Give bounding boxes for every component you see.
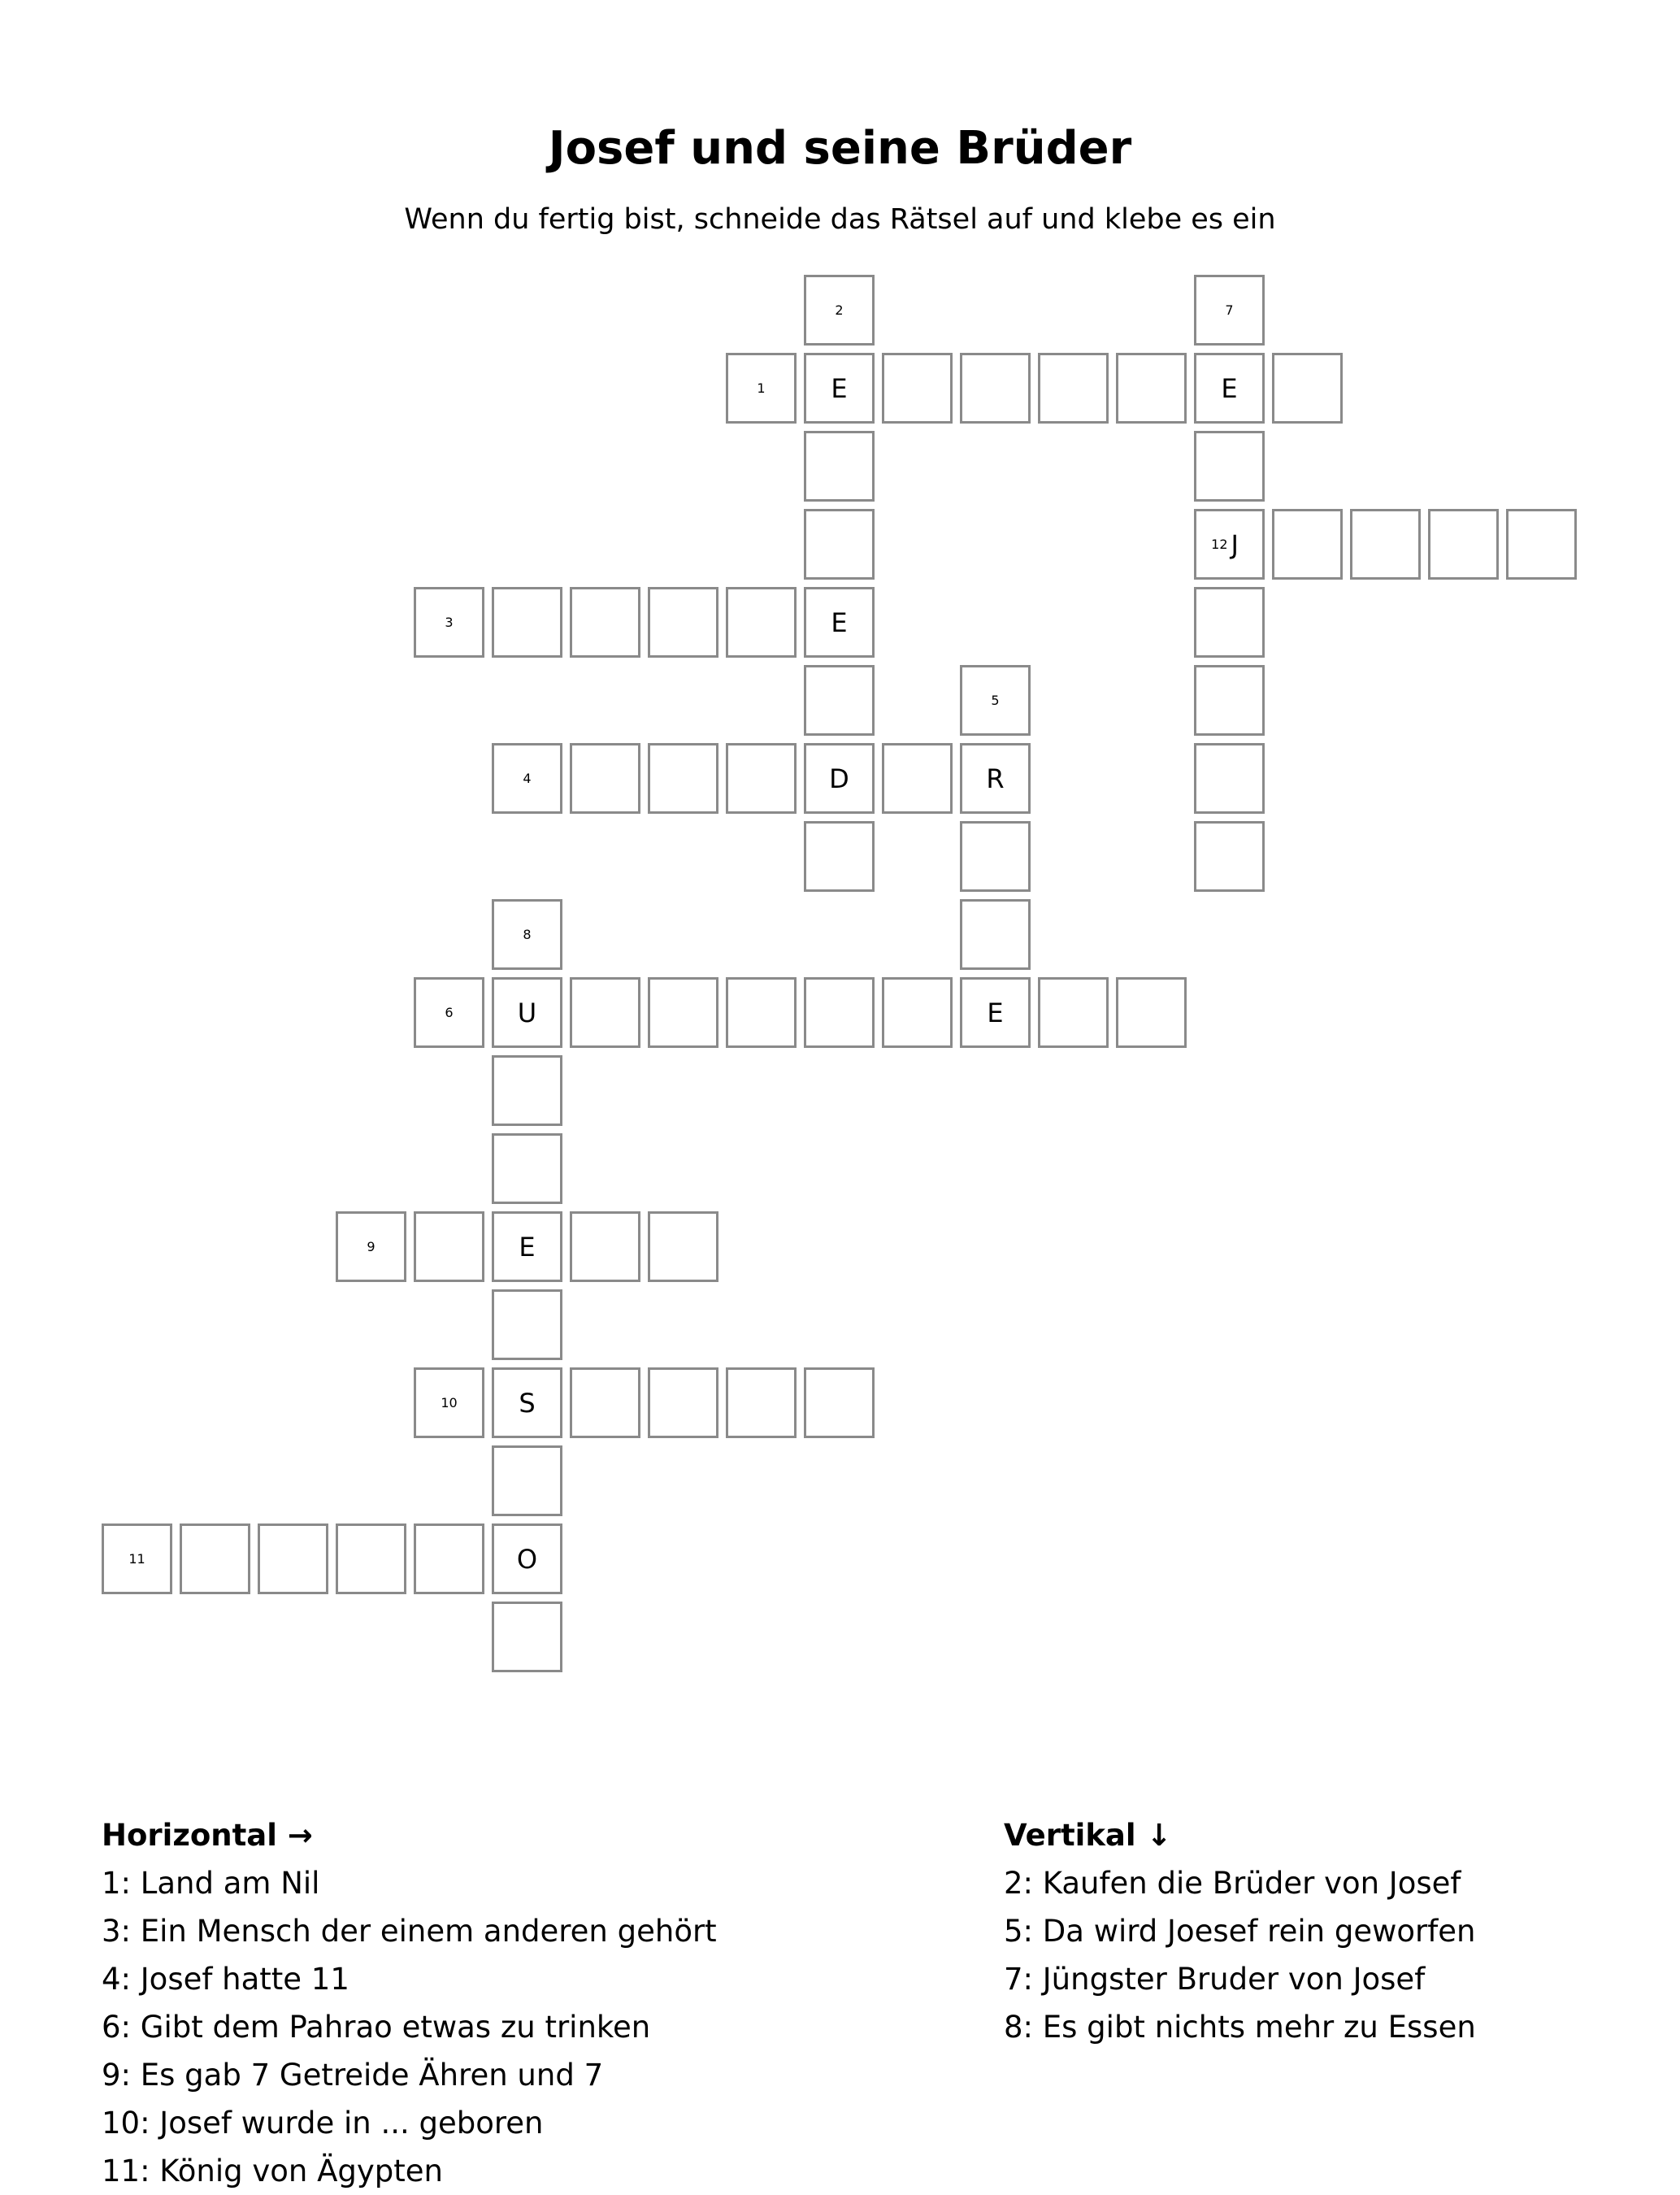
clue-number: 7 — [1225, 302, 1234, 318]
clue-number: 6 — [445, 1005, 454, 1020]
crossword-cell[interactable] — [570, 1367, 640, 1438]
clue-item: 6: Gibt dem Pahrao etwas zu trinken — [102, 2010, 651, 2045]
crossword-cell[interactable] — [258, 1523, 328, 1594]
clue-number: 10 — [441, 1395, 458, 1410]
vertical-heading: Vertikal ↓ — [1004, 1818, 1172, 1853]
clue-item: 8: Es gibt nichts mehr zu Essen — [1004, 2010, 1476, 2045]
crossword-cell[interactable] — [492, 1602, 562, 1672]
page-title: Josef und seine Brüder — [548, 122, 1132, 175]
crossword-cell[interactable] — [960, 353, 1031, 424]
crossword-cell[interactable] — [1272, 509, 1343, 580]
crossword-cell[interactable] — [726, 353, 797, 424]
crossword-cell[interactable] — [960, 899, 1031, 970]
clue-number: 5 — [991, 693, 1000, 708]
clue-item: 10: Josef wurde in ... geboren — [102, 2106, 544, 2141]
crossword-cell[interactable] — [1194, 275, 1265, 346]
crossword-cell[interactable] — [492, 1523, 562, 1594]
crossword-cell[interactable] — [648, 1367, 718, 1438]
clue-number: 8 — [523, 927, 532, 942]
clue-number: 2 — [835, 302, 844, 318]
crossword-cell[interactable] — [648, 587, 718, 658]
given-letter: E — [831, 372, 848, 404]
crossword-cell[interactable] — [1428, 509, 1499, 580]
crossword-cell[interactable] — [648, 1211, 718, 1282]
horizontal-clues — [102, 1811, 717, 2195]
given-letter: E — [1221, 372, 1238, 404]
crossword-cell[interactable] — [648, 743, 718, 814]
crossword-cell[interactable] — [492, 743, 562, 814]
crossword-cell[interactable] — [804, 743, 875, 814]
given-letter: J — [1231, 528, 1239, 560]
crossword-cell[interactable] — [1194, 821, 1265, 892]
crossword-cell[interactable] — [414, 1211, 484, 1282]
crossword-cell[interactable] — [804, 665, 875, 736]
clue-item: 1: Land am Nil — [102, 1866, 320, 1901]
clue-item: 11: König von Ägypten — [102, 2154, 443, 2188]
vertical-clues — [1004, 1811, 1476, 2051]
crossword-cell[interactable] — [1194, 353, 1265, 424]
crossword-cell[interactable] — [1116, 353, 1187, 424]
crossword-cell[interactable] — [1038, 353, 1109, 424]
crossword-cell[interactable] — [1506, 509, 1577, 580]
crossword-cell[interactable] — [102, 1523, 172, 1594]
crossword-cell[interactable] — [804, 1367, 875, 1438]
crossword-cell[interactable] — [570, 743, 640, 814]
crossword-cell[interactable] — [960, 743, 1031, 814]
crossword-cell[interactable] — [726, 1367, 797, 1438]
crossword-cell[interactable] — [726, 587, 797, 658]
crossword-cell[interactable] — [1194, 665, 1265, 736]
given-letter: E — [987, 997, 1004, 1028]
clue-item: 3: Ein Mensch der einem anderen gehört — [102, 1914, 717, 1949]
crossword-cell[interactable] — [726, 977, 797, 1048]
crossword-cell[interactable] — [492, 1211, 562, 1282]
crossword-cell[interactable] — [1194, 509, 1265, 580]
crossword-cell[interactable] — [336, 1211, 406, 1282]
crossword-cell[interactable] — [804, 275, 875, 346]
crossword-cell[interactable] — [414, 1367, 484, 1438]
crossword-cell[interactable] — [492, 1289, 562, 1360]
given-letter: E — [519, 1231, 536, 1263]
crossword-cell[interactable] — [492, 899, 562, 970]
crossword-cell[interactable] — [804, 587, 875, 658]
crossword-cell[interactable] — [1350, 509, 1421, 580]
clue-number: 9 — [367, 1239, 376, 1254]
crossword-cell[interactable] — [882, 977, 953, 1048]
crossword-cell[interactable] — [414, 977, 484, 1048]
crossword-cell[interactable] — [492, 977, 562, 1048]
given-letter: E — [831, 606, 848, 638]
crossword-cell[interactable] — [960, 977, 1031, 1048]
crossword-cell[interactable] — [414, 587, 484, 658]
crossword-cell[interactable] — [804, 353, 875, 424]
crossword-cell[interactable] — [492, 1367, 562, 1438]
crossword-cell[interactable] — [492, 1445, 562, 1516]
clue-item: 4: Josef hatte 11 — [102, 1962, 349, 1997]
crossword-cell[interactable] — [1194, 743, 1265, 814]
clue-number: 12 — [1211, 537, 1228, 552]
crossword-cell[interactable] — [804, 509, 875, 580]
crossword-cell[interactable] — [180, 1523, 250, 1594]
crossword-cell[interactable] — [1194, 431, 1265, 502]
given-letter: O — [516, 1543, 538, 1575]
crossword-cell[interactable] — [570, 587, 640, 658]
crossword-cell[interactable] — [804, 431, 875, 502]
crossword-cell[interactable] — [414, 1523, 484, 1594]
clue-item: 9: Es gab 7 Getreide Ähren und 7 — [102, 2058, 604, 2093]
page-subtitle: Wenn du fertig bist, schneide das Rätsel auf und klebe es ein — [404, 203, 1276, 236]
crossword-cell[interactable] — [882, 743, 953, 814]
given-letter: S — [519, 1387, 536, 1419]
crossword-cell[interactable] — [336, 1523, 406, 1594]
clue-number: 3 — [445, 615, 454, 630]
crossword-cell[interactable] — [570, 977, 640, 1048]
crossword-cell[interactable] — [492, 1133, 562, 1204]
crossword-cell[interactable] — [1038, 977, 1109, 1048]
clue-item: 2: Kaufen die Brüder von Josef — [1004, 1866, 1461, 1901]
clue-item: 7: Jüngster Bruder von Josef — [1004, 1962, 1426, 1997]
crossword-cell[interactable] — [1272, 353, 1343, 424]
crossword-cell[interactable] — [804, 977, 875, 1048]
horizontal-heading: Horizontal → — [102, 1818, 313, 1853]
crossword-cell[interactable] — [960, 821, 1031, 892]
clue-number: 4 — [523, 771, 532, 786]
crossword-cell[interactable] — [960, 665, 1031, 736]
crossword-cell[interactable] — [492, 1055, 562, 1126]
crossword-cell[interactable] — [726, 743, 797, 814]
crossword-cell[interactable] — [570, 1211, 640, 1282]
crossword-cell[interactable] — [492, 587, 562, 658]
given-letter: R — [986, 763, 1005, 794]
given-letter: D — [829, 763, 849, 794]
crossword-cell[interactable] — [648, 977, 718, 1048]
crossword-cell[interactable] — [804, 821, 875, 892]
crossword-cell[interactable] — [882, 353, 953, 424]
crossword-cell[interactable] — [1194, 587, 1265, 658]
clue-number: 11 — [128, 1551, 145, 1567]
given-letter: U — [517, 997, 537, 1028]
clue-number: 1 — [757, 380, 766, 396]
clue-item: 5: Da wird Joesef rein geworfen — [1004, 1914, 1476, 1949]
crossword-cell[interactable] — [1116, 977, 1187, 1048]
